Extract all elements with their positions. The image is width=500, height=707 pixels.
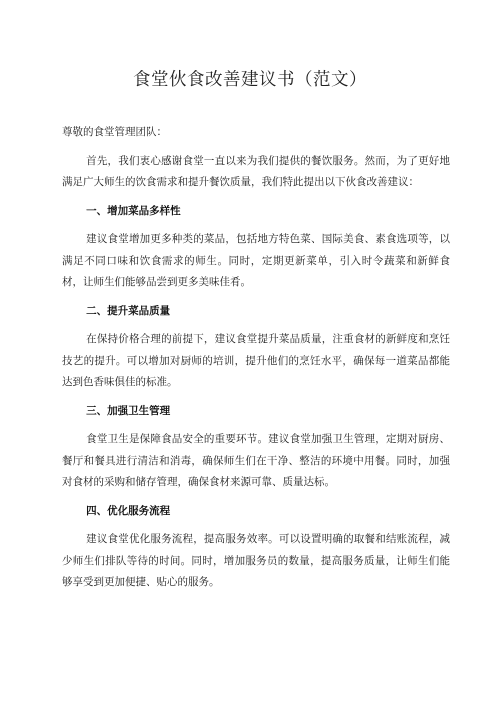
section-paragraph: 在保持价格合理的前提下，建议食堂提升菜品质量，注重食材的新鲜度和烹饪技艺的提升。可以增加对厨师的培训，提升他们的烹饪水平，确保每一道菜品都能达到色香味俱佳的标准。 (62, 333, 450, 388)
salutation: 尊敬的食堂管理团队： (62, 126, 167, 138)
section-heading: 二、提升菜品质量 (86, 304, 171, 317)
document-title: 食堂伙食改善建议书（范文） (133, 70, 367, 90)
section-paragraph: 食堂卫生是保障食品安全的重要环节。建议食堂加强卫生管理，定期对厨房、餐厅和餐具进行清洁和消毒，确保师生们在干净、整洁的环境中用餐。同时，加强对食材的采购和储存管理，确保食材来源可靠、质量达标。 (62, 433, 450, 488)
section-heading: 三、加强卫生管理 (86, 404, 171, 417)
document-body (62, 122, 450, 601)
section-paragraph: 建议食堂优化服务流程，提高服务效率。可以设置明确的取餐和结账流程，减少师生们排队等待的时间。同时，增加服务员的数量，提高服务质量，让师生们能够享受到更加便捷、贴心的服务。 (62, 533, 450, 588)
section-heading: 四、优化服务流程 (86, 504, 171, 517)
section-heading: 一、增加菜品多样性 (86, 204, 181, 217)
section-paragraph: 建议食堂增加更多种类的菜品，包括地方特色菜、国际美食、素食选项等，以满足不同口味和饮食需求的师生。同时，定期更新菜单，引入时令蔬菜和新鲜食材，让师生们能够品尝到更多美味佳肴。 (62, 233, 450, 288)
intro-paragraph: 首先，我们衷心感谢食堂一直以来为我们提供的餐饮服务。然而，为了更好地满足广大师生的饮食需求和提升餐饮质量，我们特此提出以下伙食改善建议： (62, 154, 450, 188)
